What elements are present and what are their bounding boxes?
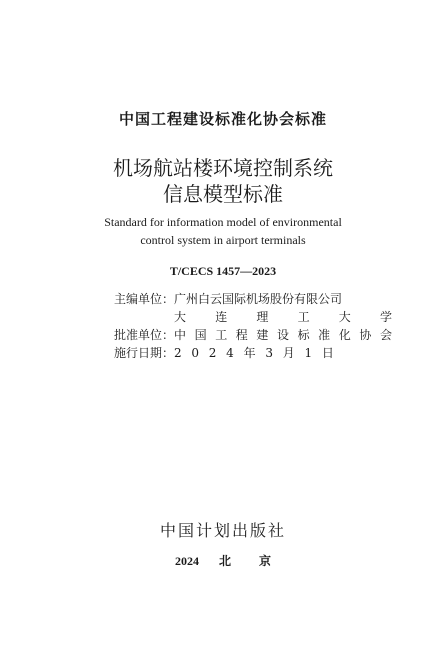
info-block <box>114 290 392 362</box>
imprint-city-2: 京 <box>259 554 272 568</box>
english-title-line-2: control system in airport terminals <box>140 233 306 247</box>
date-label: 施行日期： <box>114 346 175 360</box>
editor-2: 大 连 理 工 大 学 <box>174 310 392 324</box>
approver: 中 国 工 程 建 设 标 准 化 协 会 <box>174 328 392 342</box>
approver-row <box>114 326 392 344</box>
standard-code: T/CECS 1457—2023 <box>169 264 277 278</box>
editor-row-2 <box>114 308 392 326</box>
title-line-2: 信息模型标准 <box>163 182 283 206</box>
standard-series: 中国工程建设标准化协会标准 <box>118 110 327 128</box>
imprint-year: 2024 <box>174 554 199 568</box>
editor-1: 广州白云国际机场股份有限公司 <box>174 292 343 306</box>
approver-label: 批准单位： <box>114 328 175 342</box>
editor-row <box>114 290 392 308</box>
publisher: 中国计划出版社 <box>159 521 286 540</box>
english-title-line-1: Standard for information model of environmental <box>104 215 342 229</box>
title-line-1: 机场航站楼环境控制系统 <box>113 156 333 180</box>
date-row <box>114 344 392 362</box>
editor-label: 主编单位： <box>114 292 175 306</box>
effective-date: 2 0 2 4 年 3 月 1 日 <box>174 346 334 360</box>
imprint <box>0 552 446 569</box>
imprint-city-1: 北 <box>218 554 231 568</box>
